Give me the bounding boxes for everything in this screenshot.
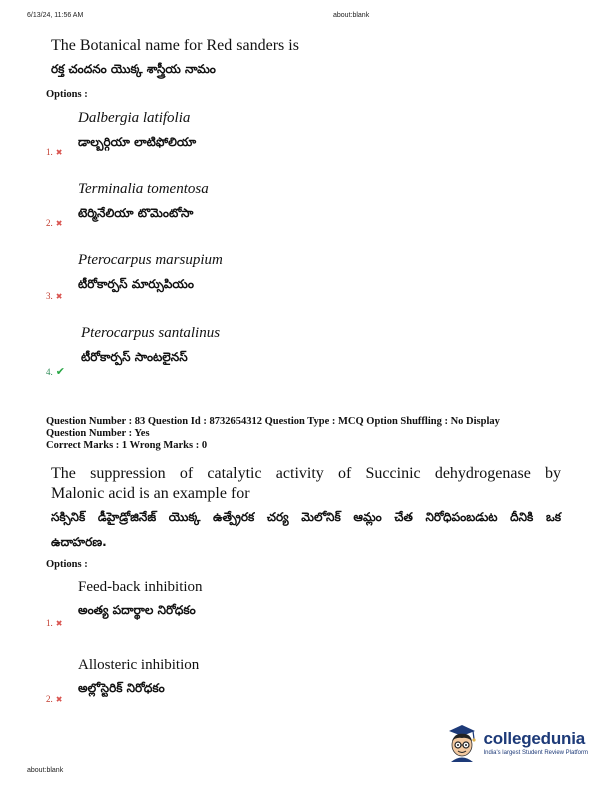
q82-option-1-number: 1. ✖ — [46, 147, 63, 157]
print-url: about:blank — [333, 12, 370, 19]
q83-option-1-te: అంత్య పదార్థాల నిరోధకం — [78, 603, 196, 617]
q83-option-2-number: 2. ✖ — [46, 694, 63, 704]
q82-option-2-en: Terminalia tomentosa — [78, 181, 209, 197]
footer-url: about:blank — [27, 767, 64, 774]
print-datetime: 6/13/24, 11:56 AM — [27, 12, 84, 19]
q82-option-4-number: 4. ✔ — [46, 365, 65, 378]
question-83-text-en-line1: The suppression of catalytic activity of Succinic dehydrogenase by — [51, 465, 561, 482]
question-83-meta-line3: Correct Marks : 1 Wrong Marks : 0 — [46, 440, 208, 451]
question-82-options-label: Options : — [46, 89, 88, 100]
q82-option-1-en: Dalbergia latifolia — [78, 110, 191, 126]
question-83-meta-line1: Question Number : 83 Question Id : 8732654312 Question Type : MCQ Option Shuffling : No Display — [46, 416, 500, 427]
question-83-meta — [46, 416, 576, 452]
q82-option-3-number: 3. ✖ — [46, 291, 63, 301]
question-83-text-te-line2: ఉదాహరణ. — [51, 535, 107, 549]
logo-name: collegedunia — [483, 728, 585, 748]
q83-option-2-en: Allosteric inhibition — [78, 657, 200, 673]
collegedunia-logo — [445, 722, 588, 762]
correct-check-icon: ✔ — [55, 365, 65, 378]
q82-option-1-te: డాల్బర్గియా లాటిఫోలియా — [78, 135, 197, 149]
question-83-text-te-line1: సక్సినిక్ డీహైడ్రోజినేజ్ యొక్క ఉత్ప్రేరక చర్య మెలోనిక్ ఆమ్లం చేత నిరోధిపంబడుట దీనికి ఒక — [51, 510, 561, 524]
wrong-icon: ✖ — [55, 695, 63, 704]
q83-option-2-te: అల్లోస్టెరిక్ నిరోధకం — [78, 681, 165, 695]
q82-option-3-en: Pterocarpus marsupium — [78, 252, 223, 268]
wrong-icon: ✖ — [55, 219, 63, 228]
q82-option-4-en: Pterocarpus santalinus — [81, 325, 221, 341]
mascot-icon — [445, 722, 479, 762]
q82-option-3-te: టీరోకార్పస్ మార్సుపియం — [78, 277, 194, 291]
q83-option-1-en: Feed-back inhibition — [78, 579, 203, 595]
q82-option-2-number: 2. ✖ — [46, 218, 63, 228]
question-82-text-te: రక్త చందనం యొక్క శాస్త్రీయ నామం — [51, 62, 216, 76]
q83-option-1-number: 1. ✖ — [46, 618, 63, 628]
question-83-text-en-line2: Malonic acid is an example for — [51, 485, 250, 502]
question-82-text-en: The Botanical name for Red sanders is — [51, 37, 299, 54]
logo-tagline: India's largest Student Review Platform — [483, 749, 588, 756]
wrong-icon: ✖ — [55, 292, 63, 301]
wrong-icon: ✖ — [55, 148, 63, 157]
q82-option-2-te: టెర్మినేలియా టొమెంటోసా — [78, 206, 194, 220]
question-83-meta-line2: Question Number : Yes — [46, 428, 150, 439]
q82-option-4-te: టీరోకార్పస్ సాంటలైనస్ — [81, 350, 188, 364]
question-83-options-label: Options : — [46, 559, 88, 570]
wrong-icon: ✖ — [55, 619, 63, 628]
